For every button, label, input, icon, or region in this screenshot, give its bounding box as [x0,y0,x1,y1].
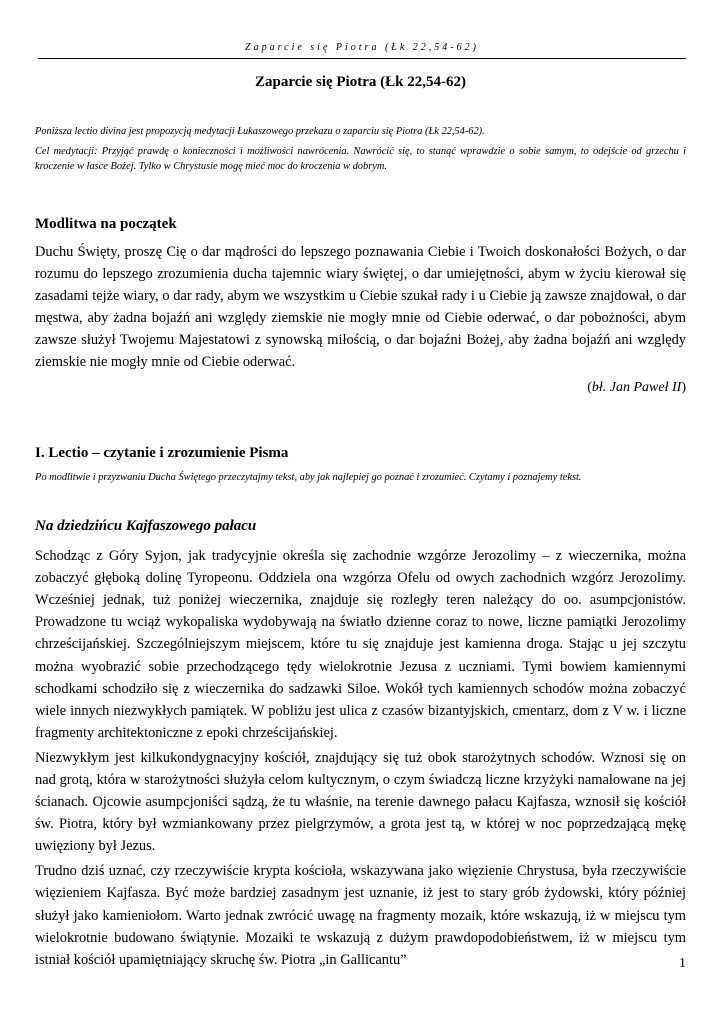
lectio-paragraph: Schodząc z Góry Syjon, jak tradycyjnie określa się zachodnie wzgórze Jerozolimy – z wieczernika, można zobaczyć głęboką dolinę Tyropeonu. Oddziela ona wzgórza Ofelu od owych zachodnich wzgórz Jerozolimy. Wcześniej jednak, tuż poniżej wieczernika, znajduje się rozległy teren należący do oo. asumpcjonistów. Prowadzone tu wciąż wykopaliska wydobywają na światło dzienne coraz to nowe, liczne pamiątki Jerozolimy chrześcijańskiej. Szczególniejszym miejscem, które tu się znajduje jest kamienna droga. Stając u jej szczytu można wyobrazić sobie przechodzącego tędy wielokrotnie Jezusa z uczniami. Tymi bowiem kamiennymi schodkami schodziło się z wieczernika do sadzawki Siloe. Wokół tych kamiennych schodów można zobaczyć wiele innych niezwykłych pamiątek. W pobliżu jest ulica z czasów bizantyjskich, cmentarz, dom z V w. i liczne fragmenty architektoniczne z epoki chrześcijańskiej. [35,548,686,741]
lectio-paragraph: Niezwykłym jest kilkukondygnacyjny kościół, znajdujący się tuż obok starożytnych schodów. Wznosi się on nad grotą, która w starożytności służyła celom kultycznym, o czym świadczą liczne krzyżyki namalowane na jej ścianach. Ojcowie asumpcjoniści sądzą, że tu właśnie, na terenie dawnego pałacu Kajfasza, wznosił się kościół św. Piotra, który był wzmiankowany przez pielgrzymów, a grota jest tą, w której w noc poprzedzającą mękę uwięziony był Jezus. [35,749,686,855]
prayer-attribution [35,377,686,399]
prayer-heading: Modlitwa na początek [35,215,177,232]
running-header: Zaparcie się Piotra (Łk 22,54-62) [245,42,479,53]
document-body [35,74,686,974]
header-divider [38,58,686,59]
lectio-heading: I. Lectio – czytanie i zrozumienie Pisma [35,445,289,462]
intro-purpose: Poniższa lectio divina jest propozycją medytacji Łukaszowego przekazu o zaparciu się Piotra (Łk 22,54-62). [35,126,485,137]
lectio-subheading: Na dziedzińcu Kajfaszowego pałacu [35,518,257,535]
attribution-open-paren: ( [587,380,592,396]
attribution-author: bł. Jan Paweł II [591,380,682,396]
document-title: Zaparcie się Piotra (Łk 22,54-62) [255,74,466,90]
lectio-intro: Po modlitwie i przyzwaniu Ducha Świętego przeczytajmy tekst, aby jak najlepiej go poznać i zrozumieć. Czytamy i poznajemy tekst. [35,472,582,484]
prayer-text: Duchu Święty, proszę Cię o dar mądrości do lepszego poznawania Ciebie i Twoich doskonałości Bożych, o dar rozumu do lepszego zrozumienia ducha tajemnic wiary świętej, o dar umiejętności, abym w życiu kierował się zasadami tejże wiary, o dar rady, abym we wszystkim u Ciebie szukał rady i u Ciebie ją zawsze znajdował, o dar męstwa, aby żadna bojaźń ani względy ziemskie nie mogły mnie od Ciebie oderwać, o dar pobożności, abym zawsze służył Twojemu Majestatowi z synowską miłością, o dar bojaźni Bożej, aby żadna bojaźń ani względy ziemskie nie mogły mnie od Ciebie oderwać. [35,243,686,370]
intro-meditation-goal: Cel medytacji: Przyjąć prawdę o konieczności i możliwości nawrócenia. Nawrócić się, to stanąć wprawdzie o sobie samym, to odejście od grzechu i kroczenie w łasce Bożej. Tylko w Chrystusie mogę mieć moc do kroczenia w dobrym. [35,145,686,172]
page-number: 1 [679,956,686,971]
lectio-paragraph: Trudno dziś uznać, czy rzeczywiście krypta kościoła, wskazywana jako więzienie Chrystusa, była rzeczywiście więzieniem Kajfasza. Być może bardziej zasadnym jest uznanie, iż jest to stary grób żydowski, który później służył jako kamieniołom. Warto jednak zwrócić uwagę na fragmenty mozaik, które wskazują, iż w miejscu tym wielokrotnie budowano świątynie. Mozaiki te wskazują z dużym prawdopodobieństwem, iż w miejscu tym istniał kościół upamiętniający skruchę św. Piotra „in Gallicantu” [35,863,686,968]
attribution-close-paren: ) [681,380,686,396]
